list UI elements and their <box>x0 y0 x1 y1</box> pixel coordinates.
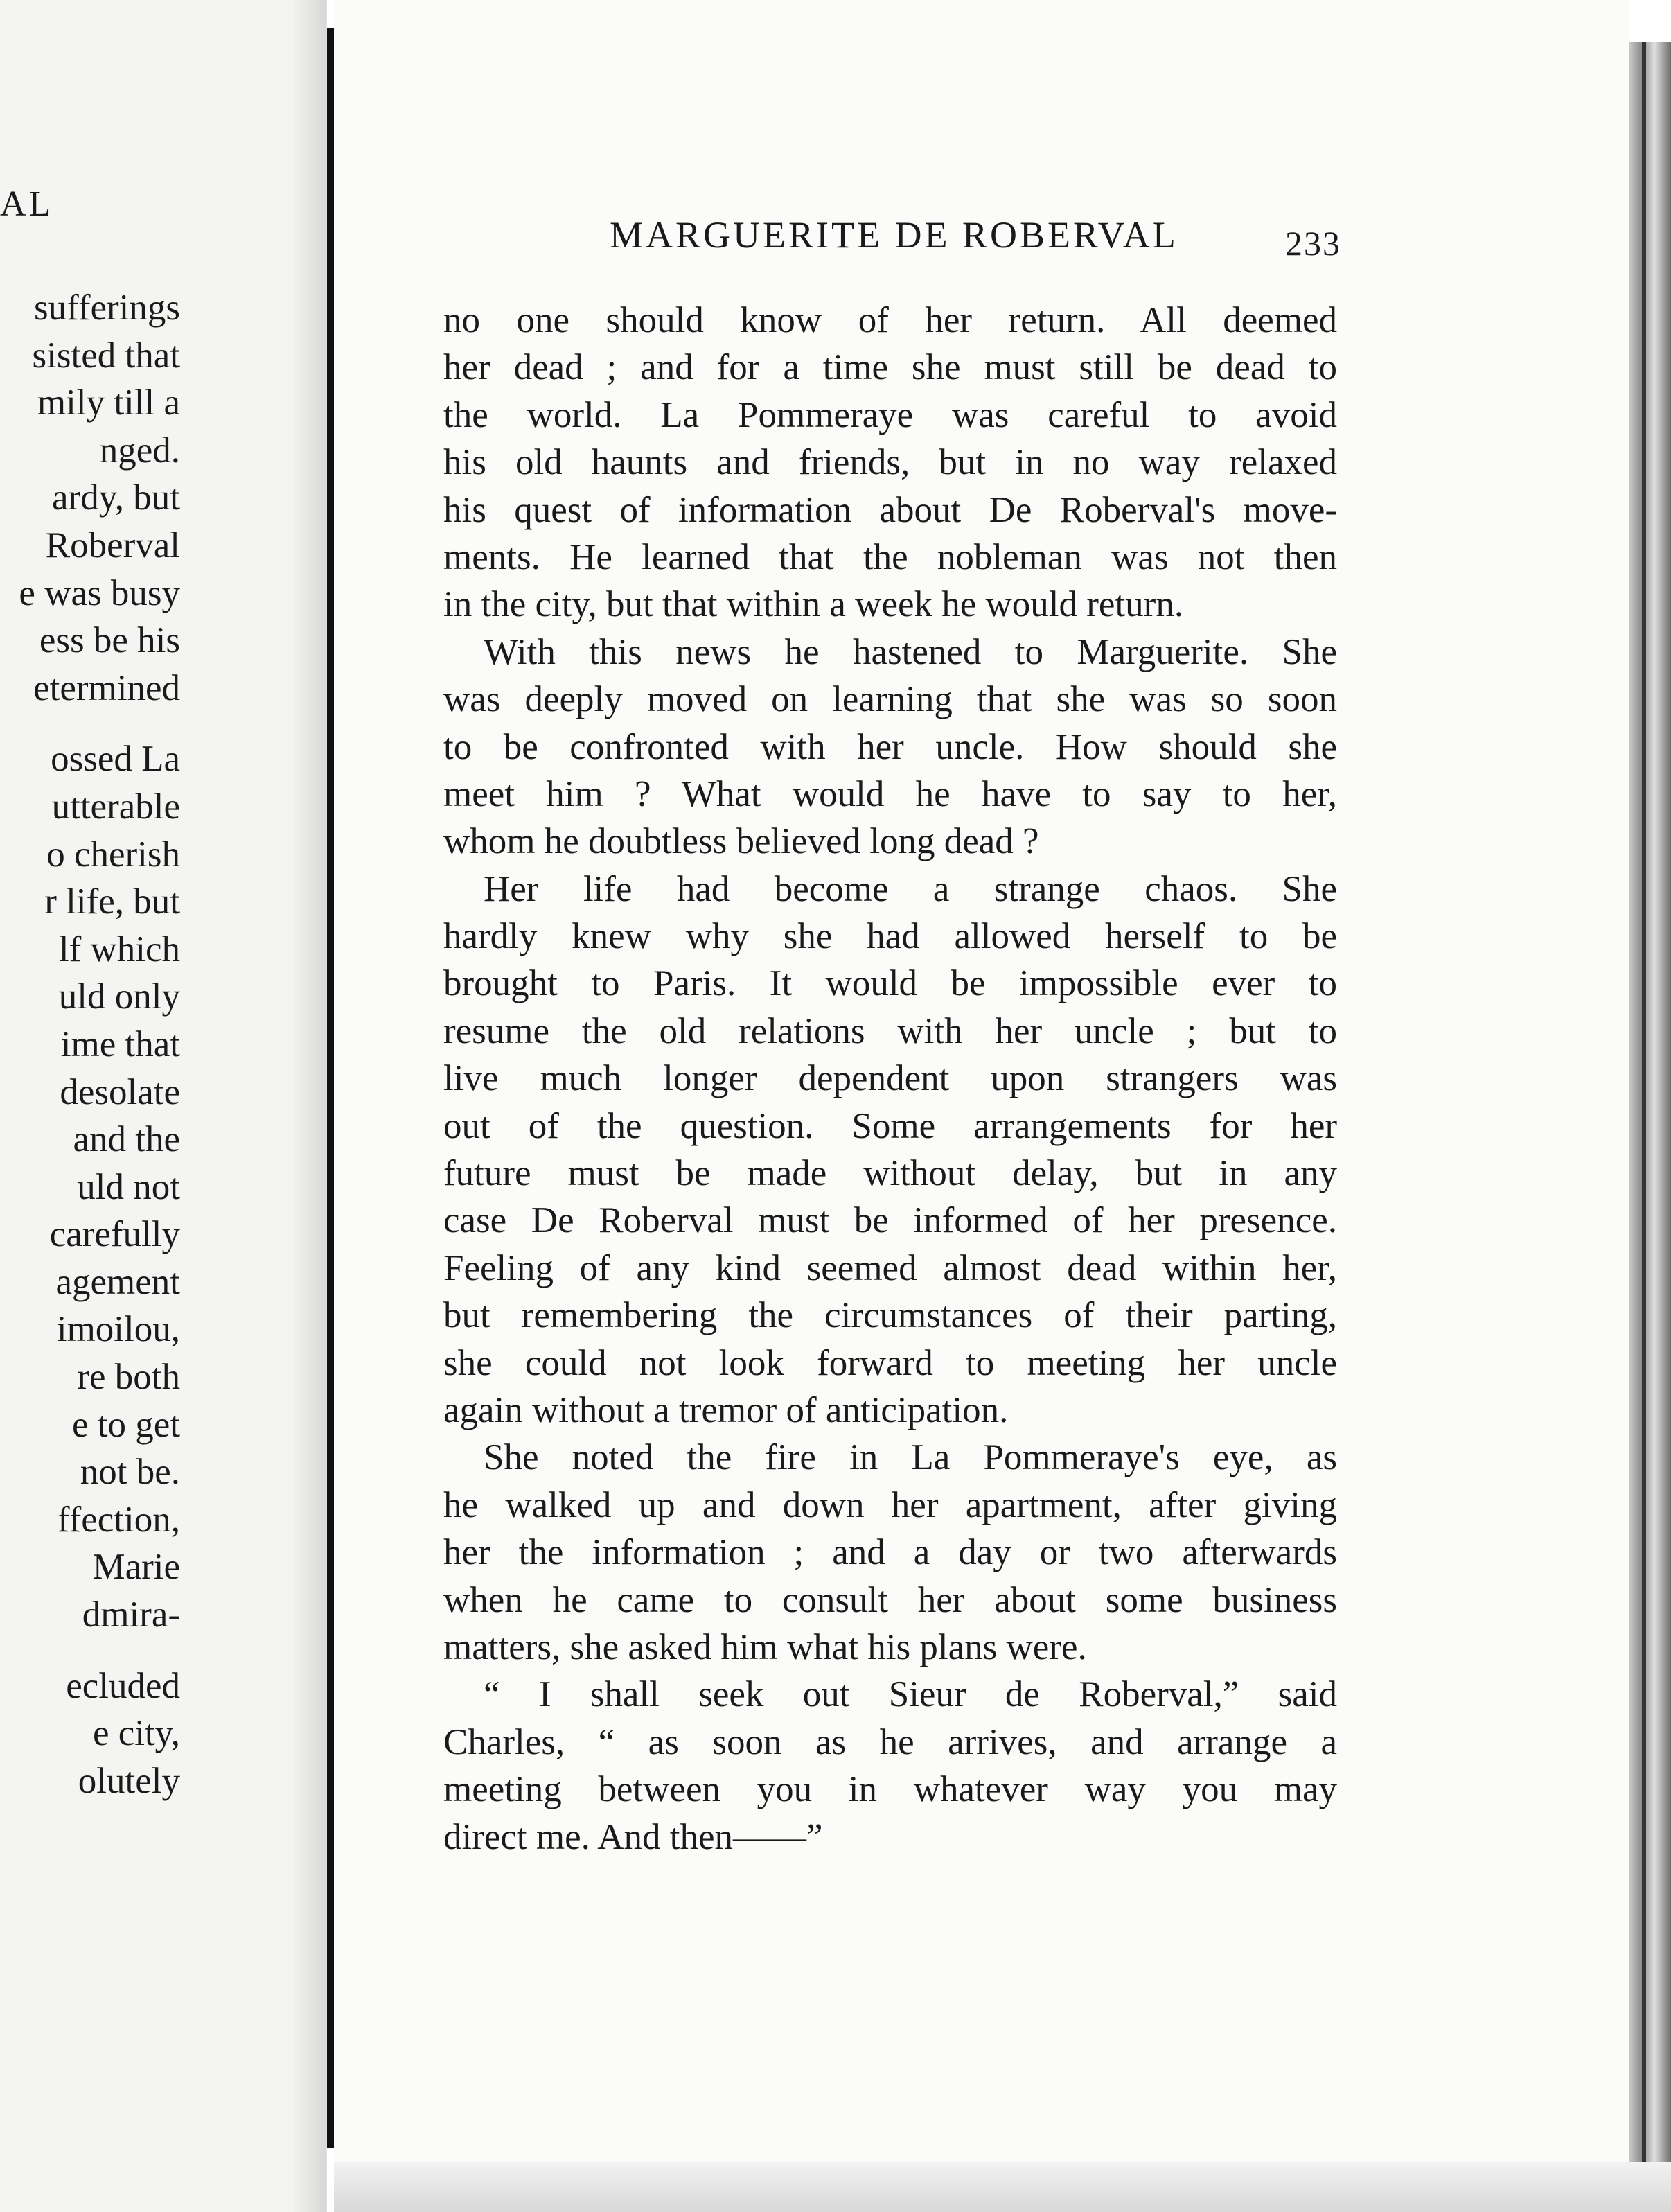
left-page-line: olutely <box>78 1760 180 1801</box>
page-edges <box>1629 42 1671 2176</box>
left-page-text <box>0 284 180 1805</box>
text-line: his quest of information about De Roberval's move- <box>443 489 1337 530</box>
left-page-line: lf which <box>58 929 180 969</box>
paragraph <box>443 297 1337 629</box>
text-line: ments. He learned that the nobleman was not then <box>443 536 1337 577</box>
left-page-line: desolate <box>60 1071 180 1112</box>
paragraph <box>443 866 1337 1434</box>
left-page-line: e city, <box>92 1713 180 1754</box>
left-page-line: ess be his <box>39 620 180 661</box>
text-line: Charles, “ as soon as he arrives, and arrange a <box>443 1721 1337 1762</box>
left-page-line: Roberval <box>45 525 180 565</box>
text-line: when he came to consult her about some business <box>443 1579 1337 1620</box>
text-line: matters, she asked him what his plans were. <box>443 1626 1087 1667</box>
left-page-gap <box>0 712 180 735</box>
text-line: case De Roberval must be informed of her presence. <box>443 1200 1337 1241</box>
text-line: her dead ; and for a time she must still be dead to <box>443 347 1337 388</box>
text-line: again without a tremor of anticipation. <box>443 1389 1009 1430</box>
book-gutter <box>327 28 334 2148</box>
paragraph <box>443 629 1337 866</box>
text-line: “ I shall seek out Sieur de Roberval,” said <box>484 1674 1337 1715</box>
left-page-line: uld only <box>58 976 180 1017</box>
left-page-line: ecluded <box>66 1665 180 1706</box>
body-text <box>443 297 1337 1861</box>
left-page-line: sisted that <box>32 335 180 376</box>
paragraph <box>443 1671 1337 1861</box>
left-page-gap <box>0 1639 180 1662</box>
left-page-line: utterable <box>51 786 180 827</box>
left-page-line: Marie <box>92 1547 180 1588</box>
left-page-line: and the <box>73 1119 180 1160</box>
left-page-line: not be. <box>80 1452 180 1493</box>
text-line: hardly knew why she had allowed herself to be <box>443 916 1337 957</box>
text-line: no one should know of her return. All deemed <box>443 300 1337 340</box>
left-page-line: ossed La <box>51 739 180 780</box>
left-page-line: etermined <box>33 667 180 708</box>
text-line: live much longer dependent upon strangers was <box>443 1058 1337 1099</box>
text-line: resume the old relations with her uncle ; but to <box>443 1010 1337 1051</box>
paragraph <box>443 1434 1337 1671</box>
left-page-line: re both <box>77 1357 180 1398</box>
left-page-line: dmira- <box>82 1595 180 1635</box>
running-head-title: MARGUERITE DE ROBERVAL <box>610 214 1178 256</box>
left-page-line: nged. <box>99 430 180 471</box>
left-page-line: uld not <box>77 1166 180 1207</box>
text-line: out of the question. Some arrangements for her <box>443 1105 1337 1146</box>
bottom-page-edge <box>334 2162 1671 2212</box>
gutter-shadow <box>291 0 327 2212</box>
text-line: Feeling of any kind seemed almost dead within her, <box>443 1247 1337 1288</box>
left-page-line: o cherish <box>46 834 180 875</box>
text-line: he walked up and down her apartment, after giving <box>443 1484 1337 1525</box>
left-page-line: imoilou, <box>56 1309 180 1350</box>
text-line: direct me. And then——” <box>443 1816 823 1857</box>
text-line: his old haunts and friends, but in no way relaxed <box>443 442 1337 483</box>
text-line: meeting between you in whatever way you may <box>443 1769 1337 1810</box>
text-line: She noted the fire in La Pommeraye's eye, as <box>484 1437 1337 1478</box>
left-page-line: mily till a <box>37 383 180 423</box>
left-page-line: e to get <box>72 1404 180 1445</box>
text-line: Her life had become a strange chaos. She <box>484 868 1337 909</box>
left-page-line: agement <box>55 1261 180 1302</box>
text-line: the world. La Pommeraye was careful to avoid <box>443 394 1337 435</box>
left-page-line: carefully <box>49 1214 180 1255</box>
text-line: future must be made without delay, but in any <box>443 1153 1337 1194</box>
text-line: With this news he hastened to Marguerite. She <box>484 631 1337 672</box>
text-line: she could not look forward to meeting her uncle <box>443 1342 1337 1383</box>
left-running-head: AL <box>0 184 54 224</box>
text-line: whom he doubtless believed long dead ? <box>443 821 1039 862</box>
left-facing-page <box>0 0 326 2212</box>
left-page-line: ffection, <box>57 1499 180 1540</box>
text-line: brought to Paris. It would be impossible ever to <box>443 963 1337 1004</box>
left-page-line: e was busy <box>19 572 180 613</box>
text-line: in the city, but that within a week he would return. <box>443 584 1184 625</box>
text-line: but remembering the circumstances of their parting, <box>443 1295 1337 1336</box>
text-line: was deeply moved on learning that she was so soon <box>443 679 1337 720</box>
left-page-line: sufferings <box>34 288 180 328</box>
page-number: 233 <box>1285 224 1341 263</box>
text-line: meet him ? What would he have to say to her, <box>443 773 1337 814</box>
text-line: to be confronted with her uncle. How should she <box>443 726 1337 767</box>
left-page-line: ime that <box>60 1024 180 1064</box>
text-line: her the information ; and a day or two afterwards <box>443 1532 1337 1573</box>
left-page-line: ardy, but <box>52 477 180 518</box>
left-page-line: r life, but <box>44 881 180 922</box>
